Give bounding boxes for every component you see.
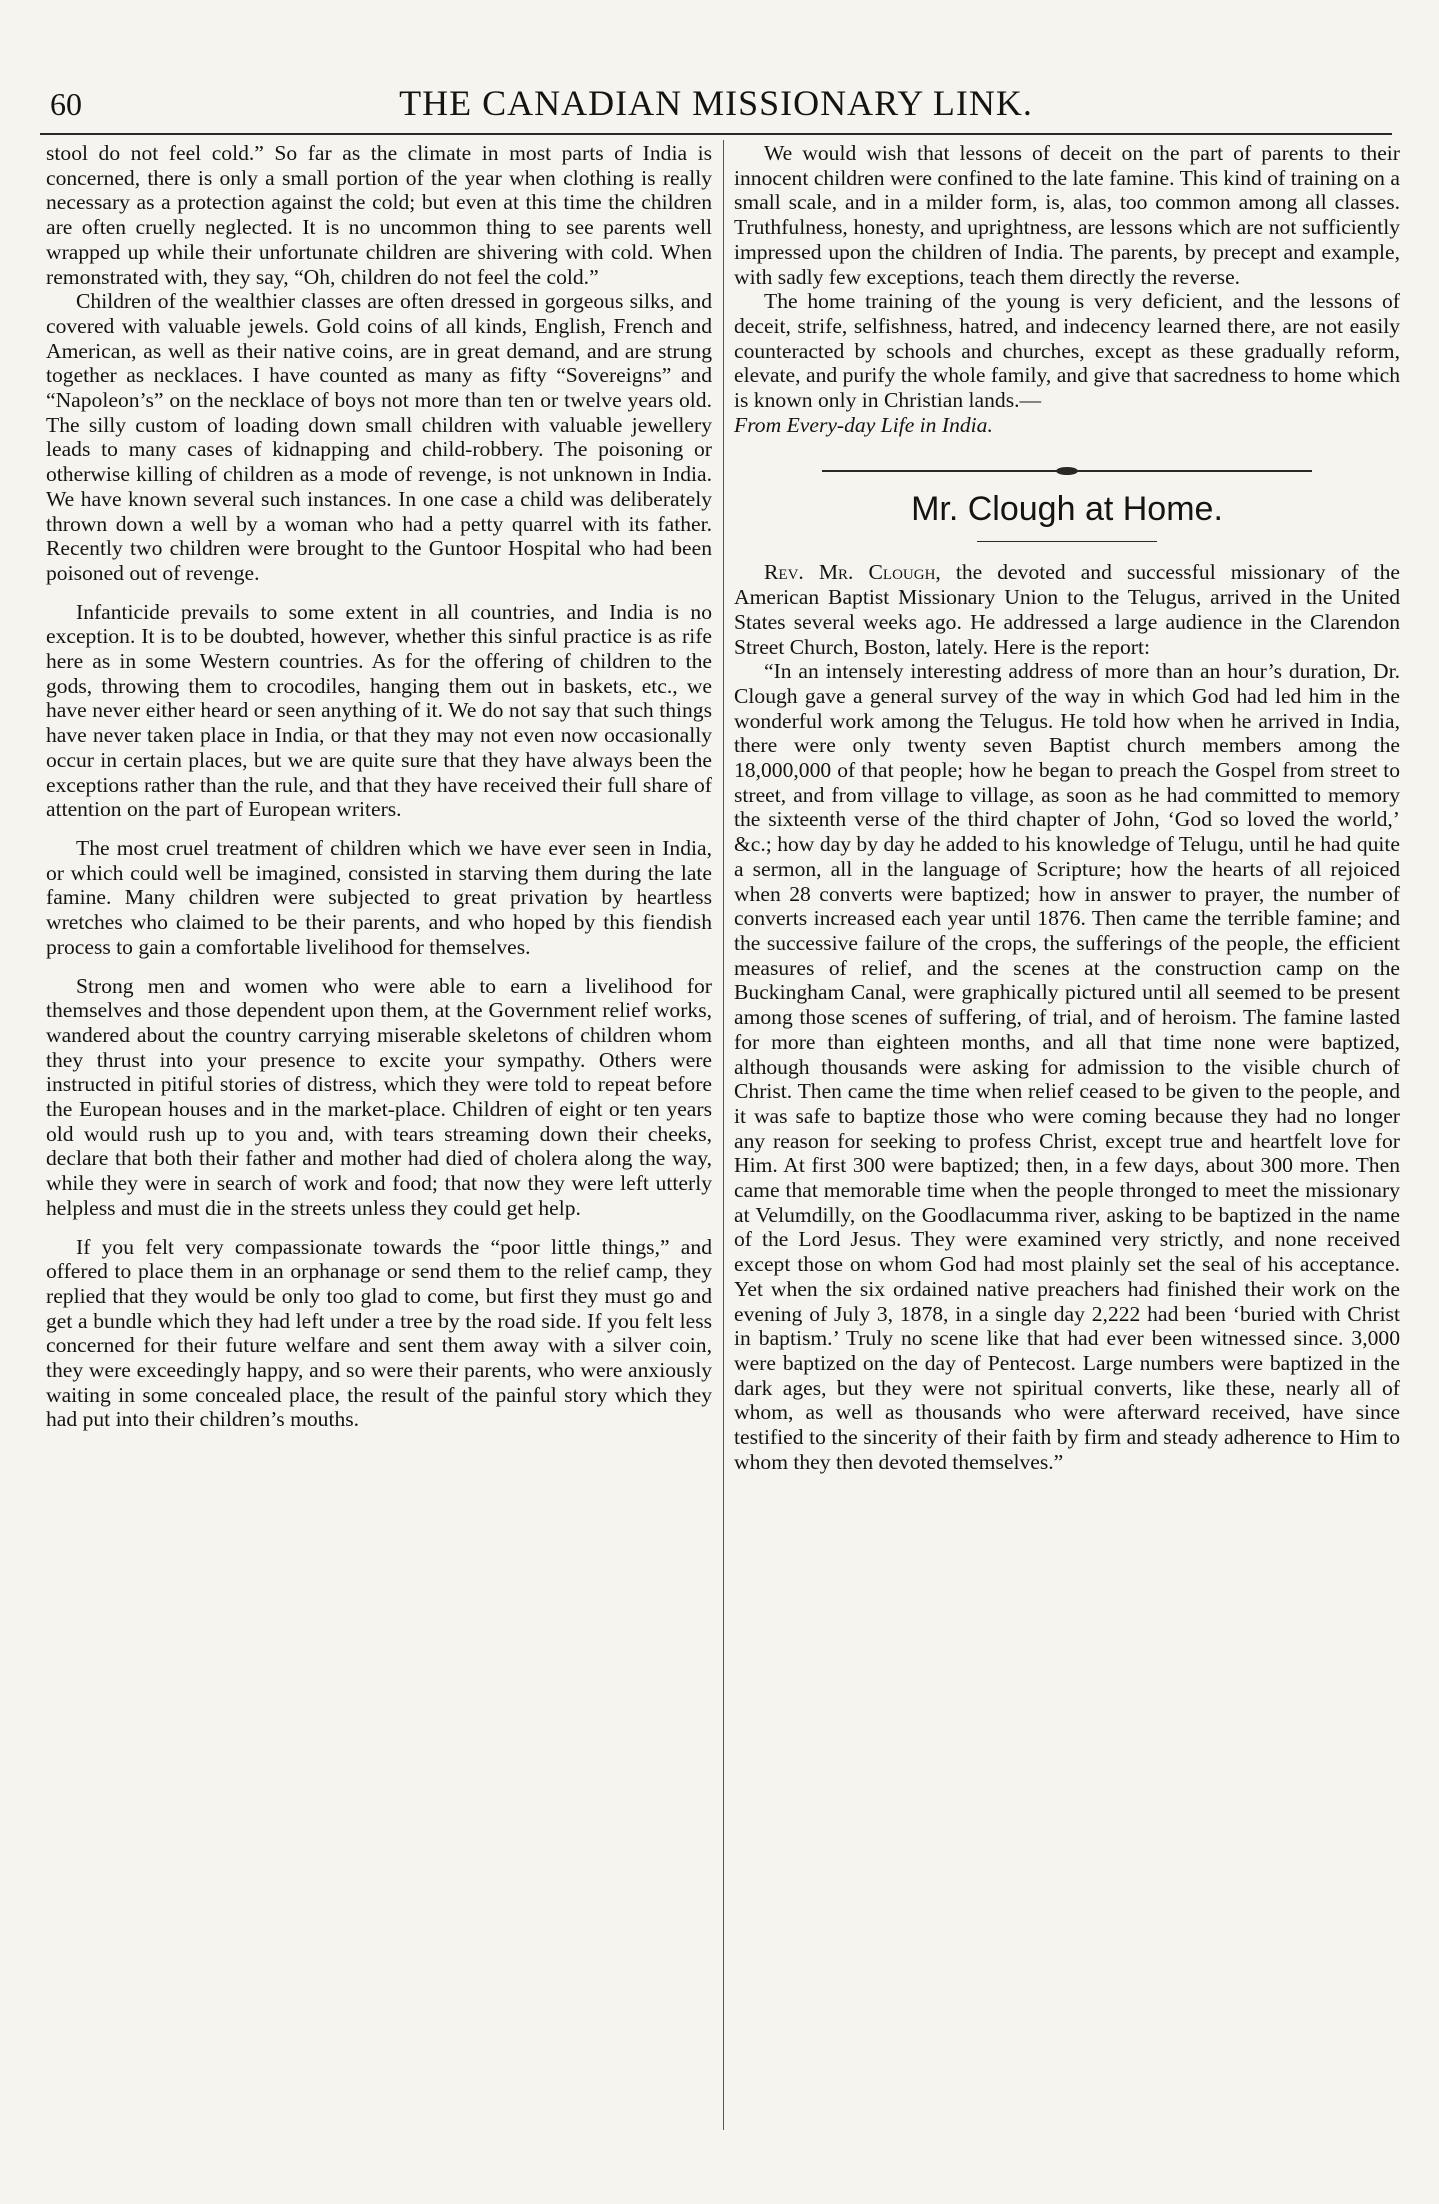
article-lead-name: Rev. Mr. Clough,: [764, 560, 941, 585]
left-paragraph: The most cruel treatment of children which we have ever seen in India, or which could well be imagined, consisted in starving them during the late famine. Many children were subjected to great privation by heartless wretches who claimed to be their parents, and who hoped by this fiendish process to gain a comfortable livelihood for themselves.: [46, 835, 712, 959]
page-number: 60: [50, 86, 82, 122]
article-lead-text: the devoted and successful missionary of the American Baptist Missionary Union to the Telugus, arrived in the United States several weeks ago. He addressed a large audience in the Clarendon Street Church, Boston, lately. Here is the report:: [734, 560, 1400, 659]
section-ornament: [734, 457, 1400, 473]
header-rule: [40, 133, 1392, 135]
left-paragraph: stool do not feel cold.” So far as the climate in most parts of India is concerned, there is only a small portion of the year when clothing is really necessary as a protection against the cold; but even at this time the children are often cruelly neglected. It is no uncommon thing to see parents well wrapped up while their unfortunate children are shivering with cold. When remonstrated with, they say, “Oh, children do not feel the cold.”: [46, 141, 712, 289]
article-quote: “In an intensely interesting address of more than an hour’s duration, Dr. Clough gave a general survey of the way in which God had led him in the wonderful work among the Telugus. He told how when he arrived in India, there were only twenty seven Baptist church members among the 18,000,000 of that people; how he began to preach the Gospel from street to street, and from village to village, as soon as he had committed to memory the sixteenth verse of the third chapter of John, ‘God so loved the world,’ &c.; how day by day he added to his knowledge of Telugu, until he had quite a sermon, all in the language of Scripture; how the hearts of all rejoiced when 28 converts were baptized; how in answer to prayer, the number of converts increased each year until 1876. Then came the terrible famine; and the successive failure of the crops, the sufferings of the people, the efficient measures of relief, and the scenes at the construction camp on the Buckingham Canal, were graphically pictured until all seemed to be present among those scenes of suffering, of trial, and of heroism. The famine lasted for more than eighteen months, and all that time none were baptized, although thousands were asking for admission to the visible church of Christ. Then came the time when relief ceased to be given to the people, and it was safe to baptize those who were coming because they had no longer any reason for seeking to profess Christ, except true and heartfelt love for Him. At first 300 were baptized; then, in a few days, about 300 more. Then came that memorable time when the people thronged to meet the missionary at Velumdilly, on the Goodlacumma river, asking to be baptized in the name of the Lord Jesus. They were examined very strictly, and none received except those on whom God had most plainly set the seal of his acceptance. Yet when the six ordained native preachers had finished their work on the evening of July 3, 1878, in a single day 2,222 had been ‘buried with Christ in baptism.’ Truly no scene like that had ever been witnessed since. 3,000 were baptized on the day of Pentecost. Large numbers were baptized in the dark ages, but they were not spiritual converts, like these, nearly all of whom, as well as thousands who were afterward received, have since testified to the sincerity of their faith by firm and steady adherence to Him to whom they then devoted themselves.”: [734, 659, 1400, 1474]
column-divider: [723, 140, 724, 2130]
source-credit-line: [734, 413, 1400, 438]
left-paragraph: Strong men and women who were able to earn a livelihood for themselves and those dependent upon them, at the Government relief works, wandered about the country carrying miserable skeletons of children whom they thrust into your presence to excite your sympathy. Others were instructed in pitiful stories of distress, which they were told to repeat before the European houses and in the market-place. Children of eight or ten years old would rush up to you and, with tears streaming down their cheeks, declare that both their father and mother had died of cholera along the way, while they were in search of work and food; that now they were left utterly helpless and must die in the streets unless they could get help.: [46, 973, 712, 1220]
right-column: [734, 141, 1400, 1474]
left-paragraph: Infanticide prevails to some extent in all countries, and India is no exception. It is to be doubted, however, whether this sinful practice is as rife here as in some Western countries. As for the offering of children to the gods, throwing them to crocodiles, hanging them out in baskets, etc., we have never either heard or seen anything of it. We do not say that such things have never taken place in India, or that they may not even now occasionally occur in certain places, but we are quite sure that they have always been the exceptions rather than the rule, and that they have received their full share of attention on the part of European writers.: [46, 599, 712, 822]
right-paragraph: We would wish that lessons of deceit on the part of parents to their innocent children were confined to the late famine. This kind of training on a small scale, and in a milder form, is, alas, too common among all classes. Truthfulness, honesty, and uprightness, are lessons which are not sufficiently impressed upon the children of India. The parents, by precept and example, with sadly few exceptions, teach them directly the reverse.: [734, 141, 1400, 289]
journal-title: THE CANADIAN MISSIONARY LINK.: [399, 83, 1033, 123]
page-header: [40, 82, 1392, 132]
left-paragraph: If you felt very compassionate towards the “poor little things,” and offered to place them in an orphanage or send them to the relief camp, they replied that they would be only too glad to come, but first they must go and get a bundle which they had left under a tree by the road side. If you felt less concerned for their future welfare and sent them away with a silver coin, they were exceedingly happy, and so were their parents, who were anxiously waiting in some concealed place, the result of the painful story which they had put into their children’s mouths.: [46, 1234, 712, 1432]
article-title: Mr. Clough at Home.: [911, 490, 1223, 529]
ornament-line-left: [822, 470, 1062, 472]
left-paragraph: Children of the wealthier classes are often dressed in gorgeous silks, and covered with valuable jewels. Gold coins of all kinds, English, French and American, as well as their native coins, are in great demand, and are strung together as necklaces. I have counted as many as fifty “Sovereigns” and “Napoleon’s” on the necklace of boys not more than ten or twelve years old. The silly custom of loading down small children with valuable jewellery leads to many cases of kidnapping and child-robbery. The poisoning or otherwise killing of children as a mode of revenge, is not unknown in India. We have known several such instances. In one case a child was deliberately thrown down a well by a woman who had a petty quarrel with its father. Recently two children were brought to the Guntoor Hospital who had been poisoned out of revenge.: [46, 289, 712, 585]
ornament-line-right: [1072, 470, 1312, 472]
title-rule: [977, 541, 1157, 542]
right-paragraph: The home training of the young is very deficient, and the lessons of deceit, strife, selfishness, hatred, and indecency learned there, are not easily counteracted by schools and churches, except as these gradually reform, elevate, and purify the whole family, and give that sacredness to home which is known only in Christian lands.—: [734, 289, 1400, 413]
article-lead: [734, 560, 1400, 659]
source-credit: From Every-day Life in India.: [734, 412, 993, 437]
newspaper-page: [40, 0, 1400, 2204]
left-column: [46, 141, 712, 1432]
